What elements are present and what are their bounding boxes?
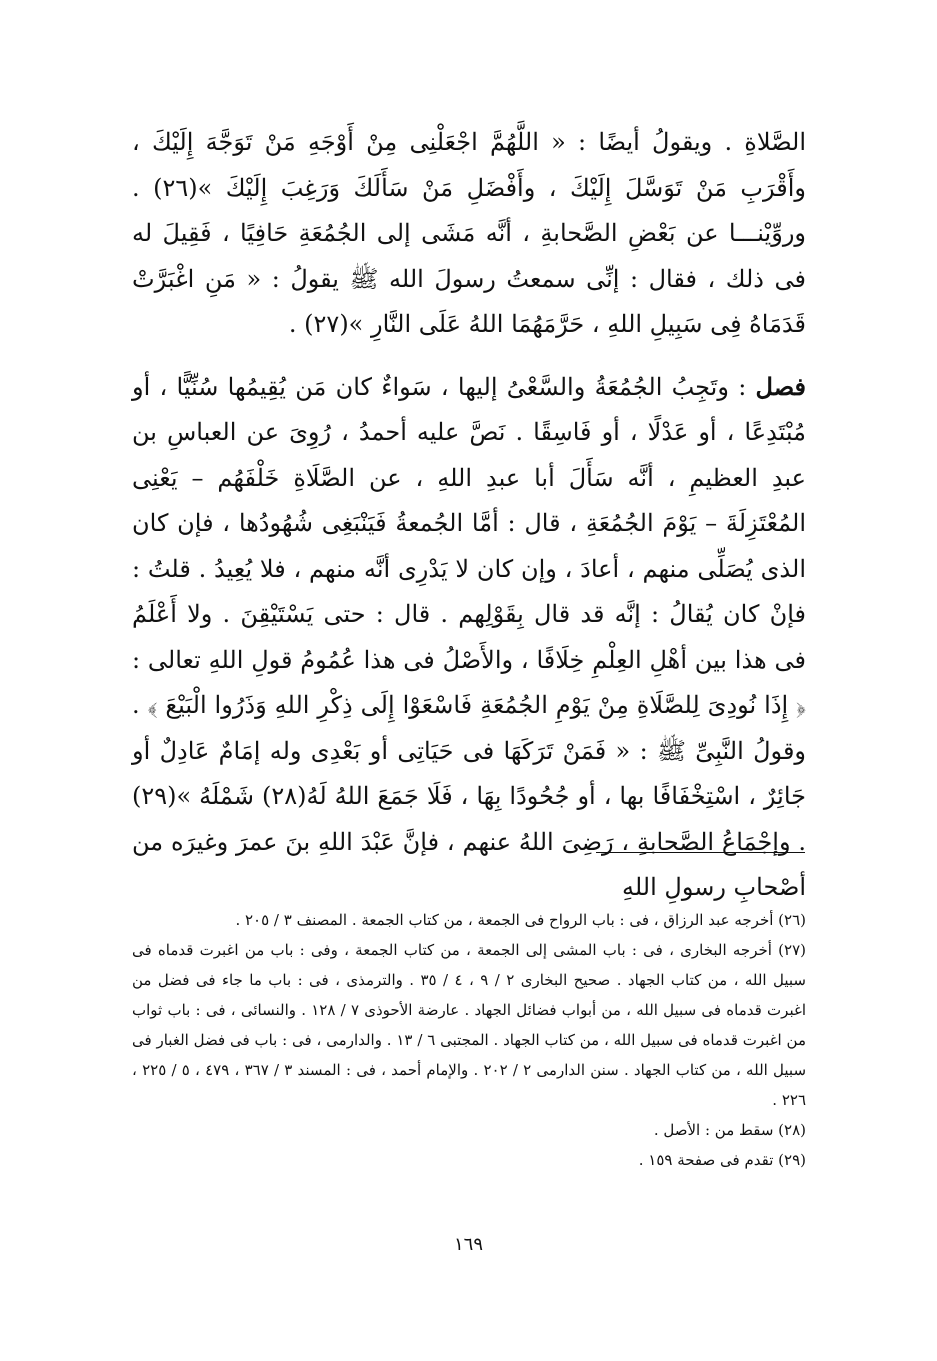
footnote-separator — [596, 852, 805, 853]
paragraph-2-text: : وتَجِبُ الجُمُعَةُ والسَّعْىُ إليها ، سَواءٌ كان مَن يُقِيمُها سُنِّيًّا ، أو مُبْتَدِعًا ، أو عَدْلًا ، أو فَاسِقًا . نَصَّ عليه أحمدُ ، رُوِىَ عن العباسِ بن عبدِ العظيمِ ، أنَّه سَأَلَ أبا عبدِ اللهِ ، عن الصَّلَاةِ خَلْفَهُم – يَعْنِى المُعْتَزِلَةَ – يَوْمَ الجُمُعَةِ ، قال : أمَّا الجُمعةُ فَيَنْبَغِى شُهُودُها ، فإن كان الذى يُصَلِّى منهم ، أعادَ ، وإن كان لا يَدْرِى أنَّه منهم ، فلا يُعِيدُ . قلتُ : فإنْ كان يُقالُ : إنَّه قد قال بِقَوْلِهم . قال : حتى يَسْتَيْقِنَ . ولا أَعْلَمُ فى هذا بين أهْلِ العِلْمِ خِلَافًا ، والأَصْلُ فى هذا عُمُومُ قولِ اللهِ تعالى : ﴿ إِذَا نُودِىَ لِلصَّلَاةِ مِنْ يَوْمِ الجُمُعَةِ فَاسْعَوْا إِلَى ذِكْرِ اللهِ وَذَرُوا الْبَيْعَ ﴾ . وقولُ النَّبِىِّ ﷺ : « فَمَنْ تَرَكَهَا فى حَيَاتِى أو بَعْدِى وله إمَامٌ عَادِلٌ أو جَائِرٌ ، اسْتِخْفَافًا بها ، أو جُحُودًا بِهَا ، فَلَا جَمَعَ اللهُ لَهُ(٢٨) شَمْلَهُ »(٢٩) . وإجْمَاعُ الصَّحابةِ ، رَضِىَ اللهُ عنهم ، فإنَّ عَبْدَ اللهِ بنَ عمرَ وغيرَه من أصْحابِ رسولِ اللهِ — [132, 372, 807, 901]
paragraph-1: الصَّلاةِ . ويقولُ أيضًا : « اللَّهُمَّ اجْعَلْنِى مِنْ أَوْجَهِ مَنْ تَوَجَّهَ إِلَيْكَ ، وأَقْرَبِ مَنْ تَوَسَّلَ إِلَيْكَ ، وأَفْضَلِ مَنْ سَأَلَكَ وَرَغِبَ إِلَيْكَ »(٢٦) . وروِّيْنـــا عن بَعْضِ الصَّحابةِ ، أنَّه مَشَى إلى الجُمُعَةِ حَافِيًا ، فَقِيلَ له فى ذلك ، فقال : إنِّى سمعتُ رسولَ الله ﷺ يقولُ : « مَنِ اغْبَرَّتْ قَدَمَاهُ فِى سَبِيلِ اللهِ ، حَرَّمَهُمَا اللهُ عَلَى النَّارِ »(٢٧) . — [132, 128, 806, 338]
paragraph-2 — [132, 364, 806, 911]
footnote-27: (٢٧) أخرجه البخارى ، فى : باب المشى إلى الجمعة ، من كتاب الجمعة ، وفى : باب من اغبرت قدماه فى سبيل الله ، من كتاب الجهاد . صحيح البخارى ٢ / ٩ ، ٤ / ٣٥ . والترمذى ، فى : باب ما جاء فى فضل من اغبرت قدماه فى سبيل الله ، من أبواب فضائل الجهاد . عارضة الأحوذى ٧ / ١٢٨ . والنسائى ، فى : باب ثواب من اغبرت قدماه فى سبيل الله ، من كتاب الجهاد . المجتبى ٦ / ١٣ . والدارمى ، فى : باب فى فضل الغبار فى سبيل الله ، من كتاب الجهاد . سنن الدارمى ٢ / ٢٠٢ . والإمام أحمد ، فى : المسند ٣ / ٣٦٧ ، ٤٧٩ ، ٥ / ٢٢٥ ، ٢٢٦ . — [132, 941, 807, 1109]
footnote-26: (٢٦) أخرجه عبد الرزاق ، فى : باب الرواح فى الجمعة ، من كتاب الجمعة . المصنف ٣ / ٢٠٥ . — [235, 911, 806, 929]
page-number: ١٦٩ — [453, 1234, 483, 1255]
footnote-28: (٢٨) سقط من : الأصل . — [653, 1121, 806, 1139]
footnote-29: (٢٩) تقدم فى صفحة ١٥٩ . — [638, 1151, 806, 1169]
footnotes — [132, 905, 806, 1175]
section-heading: فصل — [755, 371, 806, 401]
main-text — [132, 120, 806, 911]
